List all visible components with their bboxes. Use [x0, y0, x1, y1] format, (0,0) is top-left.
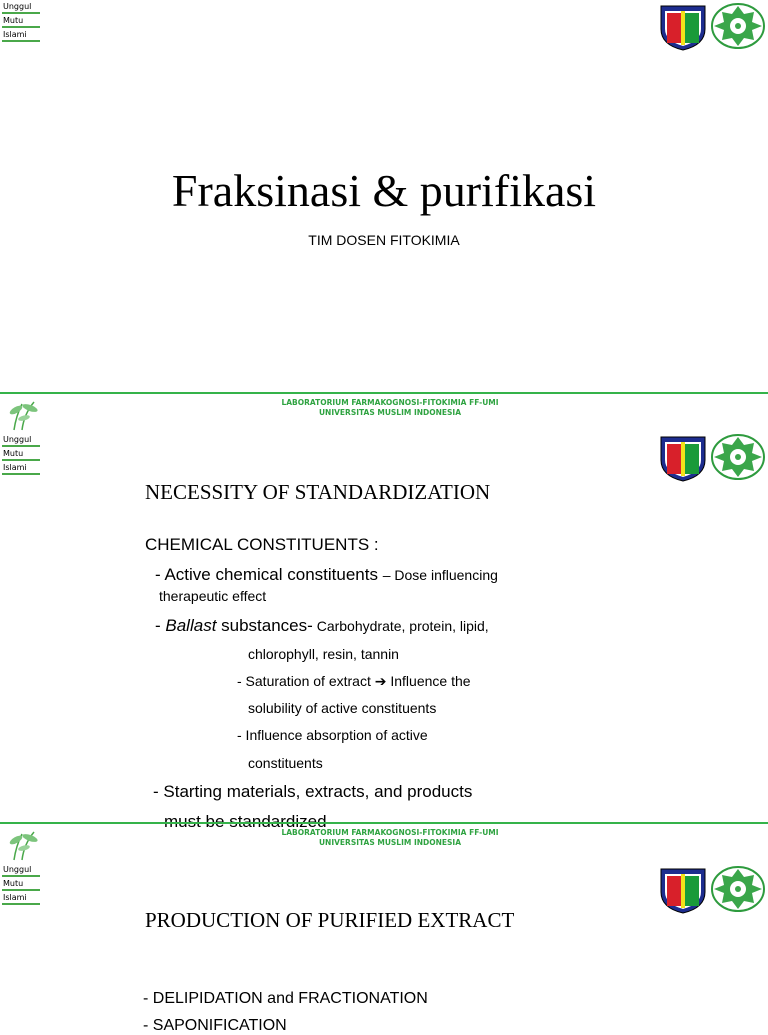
chemical-constituents-label: CHEMICAL CONSTITUENTS : — [145, 535, 379, 554]
sub-bullet-absorption-continuation: constituents — [248, 755, 323, 771]
tag-islami: Islami — [2, 28, 40, 42]
unggul-mutu-islami-tag — [2, 863, 40, 905]
sub-bullet-saturation-continuation: solubility of active constituents — [248, 700, 437, 716]
bullet-delipidation: - DELIPIDATION and FRACTIONATION — [143, 990, 428, 1007]
tag-islami: Islami — [2, 891, 40, 905]
section-heading: PRODUCTION OF PURIFIED EXTRACT — [145, 908, 515, 932]
bullet-active-tail: – Dose influencing — [382, 567, 498, 583]
lab-banner-line1: LABORATORIUM FARMAKOGNOSI-FITOKIMIA FF-UMI — [281, 828, 499, 837]
arrow-right-icon: ➔ — [374, 674, 387, 690]
faculty-green-emblem-logo — [710, 865, 766, 913]
unggul-mutu-islami-tag — [2, 0, 40, 42]
bullet-saponification: - SAPONIFICATION — [143, 1017, 287, 1034]
unggul-mutu-islami-tag — [2, 433, 40, 475]
sub-bullet-saturation-b: Influence the — [386, 673, 471, 689]
sub-bullet-saturation — [237, 673, 471, 690]
banner-divider — [0, 392, 768, 394]
lab-banner-line2: UNIVERSITAS MUSLIM INDONESIA — [318, 408, 462, 417]
bullet-ballast-italic: Ballast — [165, 616, 217, 635]
bullet-ballast-continuation: chlorophyll, resin, tannin — [248, 646, 399, 662]
bullet-ballast-tail: Carbohydrate, protein, lipid, — [312, 618, 489, 634]
bullet-starting-materials: - Starting materials, extracts, and products — [153, 782, 473, 801]
bullet-active-continuation: therapeutic effect — [159, 588, 267, 604]
faculty-green-emblem-logo — [710, 2, 766, 50]
bullet-ballast-main: substances- — [216, 616, 313, 635]
slide-2 — [0, 392, 768, 822]
lab-banner — [180, 398, 600, 418]
plant-sprout-icon — [4, 396, 48, 430]
slide-1 — [0, 0, 768, 392]
section-heading: NECESSITY OF STANDARDIZATION — [145, 480, 491, 504]
bullet-active-main: - Active chemical constituents — [155, 565, 383, 584]
tag-unggul: Unggul — [2, 0, 40, 14]
lab-banner — [180, 828, 600, 848]
faculty-green-emblem-logo — [710, 433, 766, 481]
page-subtitle: TIM DOSEN FITOKIMIA — [308, 232, 460, 248]
page-title: Fraksinasi & purifikasi — [171, 165, 597, 216]
slide-3 — [0, 822, 768, 1034]
banner-divider — [0, 822, 768, 824]
tag-mutu: Mutu — [2, 877, 40, 891]
tag-mutu: Mutu — [2, 447, 40, 461]
sub-bullet-absorption: - Influence absorption of active — [237, 727, 428, 743]
tag-islami: Islami — [2, 461, 40, 475]
lab-banner-line2: UNIVERSITAS MUSLIM INDONESIA — [318, 838, 462, 847]
plant-sprout-icon — [4, 826, 48, 860]
bullet-active-constituents — [155, 565, 498, 585]
university-shield-logo — [658, 866, 708, 914]
lab-banner-line1: LABORATORIUM FARMAKOGNOSI-FITOKIMIA FF-UMI — [281, 398, 499, 407]
tag-mutu: Mutu — [2, 14, 40, 28]
bullet-ballast-substances — [155, 616, 489, 636]
sub-bullet-saturation-a: - Saturation of extract — [237, 673, 375, 689]
university-shield-logo — [658, 434, 708, 482]
tag-unggul: Unggul — [2, 433, 40, 447]
bullet-ballast-dash: - — [155, 616, 166, 635]
tag-unggul: Unggul — [2, 863, 40, 877]
university-shield-logo — [658, 3, 708, 51]
